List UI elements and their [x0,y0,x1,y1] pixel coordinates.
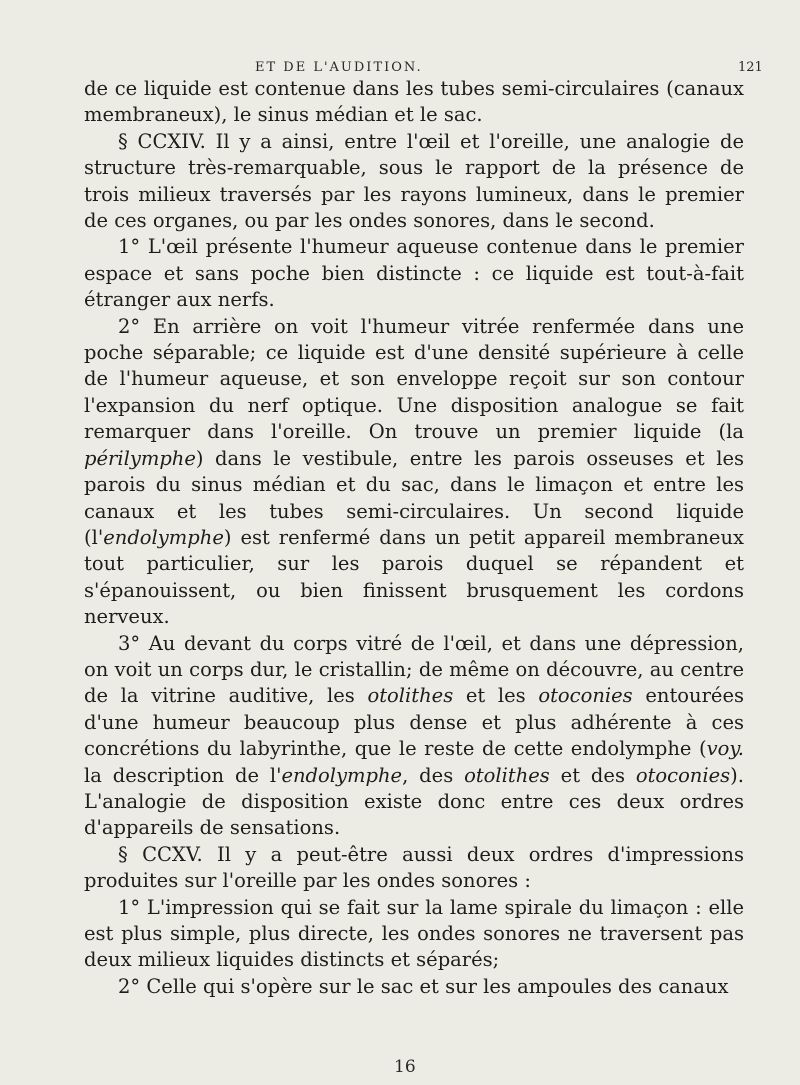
term-otoconies: otoconies [538,684,633,708]
paragraph-1: de ce liquide est contenue dans les tubes semi-circulaires (canaux membraneux), le sinus médian et le sac. [84,77,744,127]
text-span: et des [549,763,636,787]
term-endolymphe: endolymphe [103,525,224,549]
paragraph-point-2 [84,314,744,631]
main-text [84,76,744,1000]
text-span: entourées d'une humeur beaucoup plus dense et plus adhérente à ces concrétions du labyrinthe, que le reste de cette endolymphe ( [84,684,744,761]
paragraph-ccxv: § CCXV. Il y a peut-être aussi deux ordres d'impressions produites sur l'oreille par les ondes sonores : [84,842,744,893]
text-span: 3° Au devant du corps vitré de l'œil, et dans une dépression, on voit un corps dur, le cristallin; de même on découvre, au centre de la vitrine auditive, les [84,631,744,708]
term-otolithes: otolithes [464,763,550,787]
paragraph-ccxiv: § CCXIV. Il y a ainsi, entre l'œil et l'oreille, une analogie de structure très-remarquable, sous le rapport de la présence de trois milieux traversés par les rayons lumineux, dans le premier de ces organes, ou par les ondes sonores, dans le second. [84,129,744,233]
text-span: ) dans le vestibule, entre les parois osseuses et les parois du sinus médian et du sac, dans le limaçon et entre les canaux et les tubes semi-circulaires. Un second liquide (l' [84,446,744,549]
text-span: , des [402,763,465,787]
term-perilymphe: périlymphe [84,446,196,470]
paragraph-impression-2: 2° Celle qui s'opère sur le sac et sur les ampoules des canaux [118,974,729,998]
term-otoconies: otoconies [635,763,731,787]
signature-mark: 16 [394,1057,416,1077]
text-span: la description de l' [84,763,282,787]
paragraph-point-3 [84,631,744,842]
text-span: ). L'analogie de disposition existe donc entre ces deux ordres d'appareils de sensations. [84,763,744,840]
term-otolithes: otolithes [367,684,454,708]
term-endolymphe: endolymphe [281,763,403,787]
paragraph-impression-1: 1° L'impression qui se fait sur la lame spirale du limaçon : elle est plus simple, plus directe, les ondes sonores ne traversent pas deux milieux liquides distincts et séparés; [84,895,744,972]
running-head-title: ET DE L'AUDITION. [255,60,423,75]
term-voy: voy. [706,737,744,761]
text-span: et les [453,684,539,708]
paragraph-point-1: 1° L'œil présente l'humeur aqueuse contenue dans le premier espace et sans poche bien distincte : ce liquide est tout-à-fait étranger aux nerfs. [84,235,744,312]
page-number: 121 [738,60,763,75]
text-span: 2° En arrière on voit l'humeur vitrée renfermée dans une poche séparable; ce liquide est d'une densité supérieure à celle de l'humeur aqueuse, et son enveloppe reçoit sur son contour l'expansion du nerf optique. Une disposition analogue se fait remarquer dans l'oreille. On trouve un premier liquide (la [84,314,744,444]
text-span: ) est renfermé dans un petit appareil membraneux tout particulier, sur les parois duquel se répandent et s'épanouissent, ou bien finissent brusquement les cordons nerveux. [84,525,744,629]
